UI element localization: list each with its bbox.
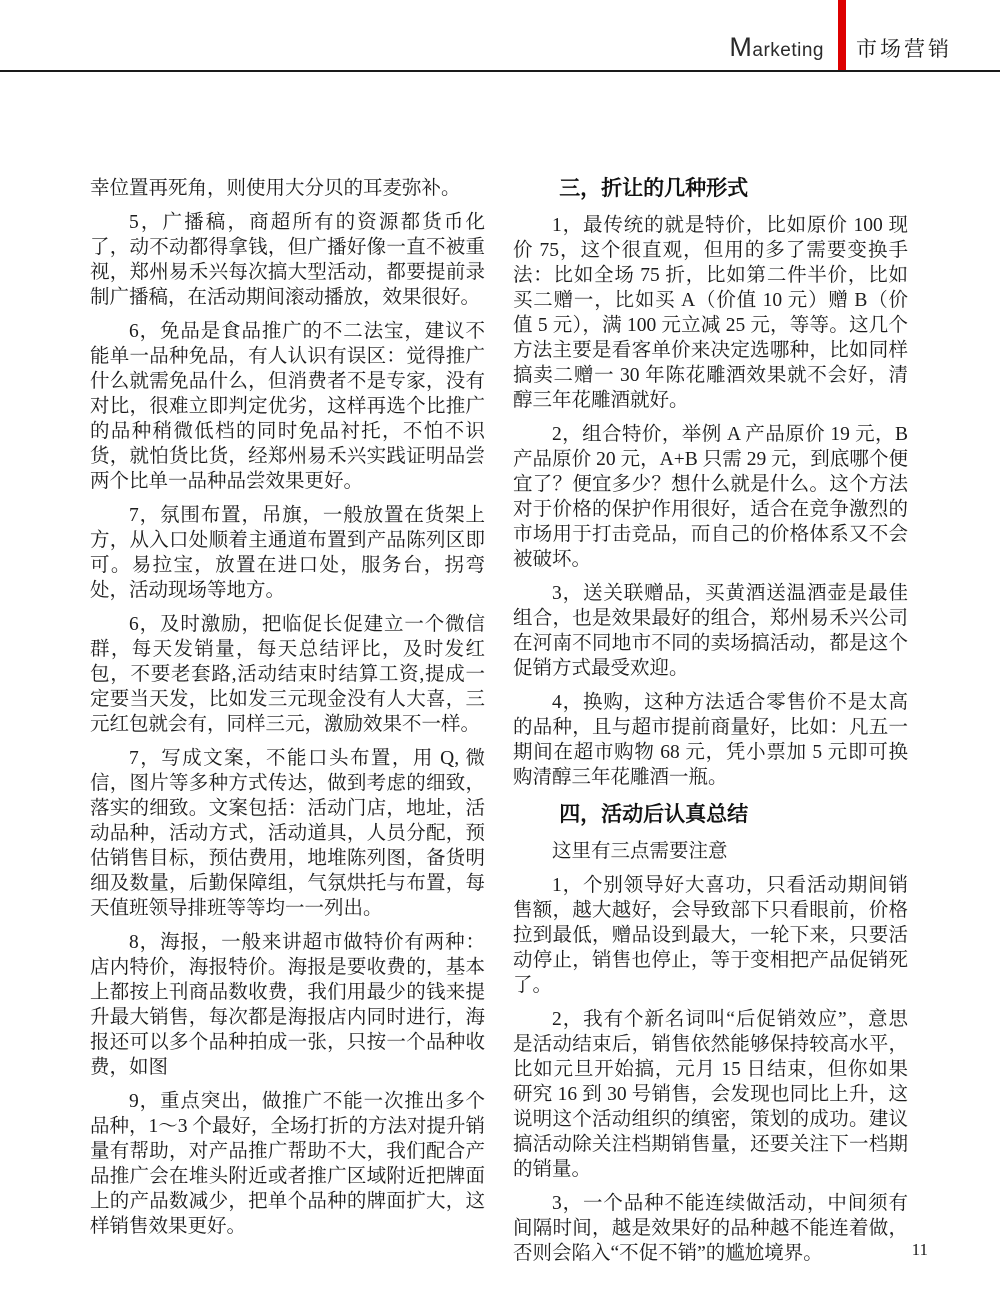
paragraph: 8，海报，一般来讲超市做特价有两种：店内特价，海报特价。海报是要收费的，基本上都按上刊商品数收费，我们用最少的钱来提升最大销售，每次都是海报店内同时进行，海报还可以多个品种拍成一张，只按一个品种收费，如图 bbox=[90, 932, 485, 1078]
header-english-rest: arketing bbox=[752, 40, 824, 61]
article-body bbox=[90, 176, 908, 1275]
header-english-label bbox=[729, 34, 824, 61]
paragraph: 2，组合特价，举例 A 产品原价 19 元，B 产品原价 20 元，A+B 只需 29 元，到底哪个便宜了？便宜多少？想什么就是什么。这个方法对于价格的保护作用很好，适合在竞争激烈的市场用于打击竞品，而自己的价格体系又不会被破坏。 bbox=[513, 424, 908, 570]
left-column bbox=[90, 176, 485, 1275]
paragraph: 7，写成文案，不能口头布置，用 Q, 微信，图片等多种方式传达，做到考虑的细致，落实的细致。文案包括：活动门店，地址，活动品种，活动方式，活动道具，人员分配，预估销售目标，预估费用，地堆陈列图，备货明细及数量，后勤保障组，气氛烘托与布置，每天值班领导排班等等均一一列出。 bbox=[90, 748, 485, 919]
paragraph: 这里有三点需要注意 bbox=[552, 841, 728, 862]
paragraph: 6，免品是食品推广的不二法宝，建议不能单一品种免品，有人认识有误区：觉得推广什么就需免品什么，但消费者不是专家，没有对比，很难立即判定优劣，这样再选个比推广的品种稍微低档的同时免品衬托，不怕不识货，就怕货比货，经郑州易禾兴实践证明品尝两个比单一品种品尝效果更好。 bbox=[90, 321, 485, 492]
paragraph: 5，广播稿，商超所有的资源都货币化了，动不动都得拿钱，但广播好像一直不被重视，郑州易禾兴每次搞大型活动，都要提前录制广播稿，在活动期间滚动播放，效果很好。 bbox=[90, 212, 485, 308]
paragraph: 1，个别领导好大喜功，只看活动期间销售额，越大越好，会导致部下只看眼前，价格拉到最低，赠品设到最大，一轮下来，只要活动停止，销售也停止，等于变相把产品促销死了。 bbox=[513, 875, 908, 996]
paragraph: 幸位置再死角，则使用大分贝的耳麦弥补。 bbox=[90, 178, 461, 199]
paragraph: 3，送关联赠品，买黄酒送温酒壶是最佳组合，也是效果最好的组合，郑州易禾兴公司在河南不同地市不同的卖场搞活动，都是这个促销方式最受欢迎。 bbox=[513, 583, 908, 679]
header-section-label: 市场营销 bbox=[856, 38, 952, 61]
paragraph: 6，及时激励，把临促长促建立一个微信群，每天发销量，每天总结评比，及时发红包，不要老套路,活动结束时结算工资,提成一定要当天发，比如发三元现金没有人大喜，三元红包就会有，同样三元，激励效果不一样。 bbox=[90, 614, 485, 735]
paragraph: 7，氛围布置，吊旗，一般放置在货架上方，从入口处顺着主通道布置到产品陈列区即可。易拉宝，放置在进口处，服务台，拐弯处，活动现场等地方。 bbox=[90, 505, 485, 601]
paragraph: 3，一个品种不能连续做活动，中间须有间隔时间，越是效果好的品种越不能连着做，否则会陷入“不促不销”的尴尬境界。 bbox=[513, 1193, 908, 1264]
header-red-divider bbox=[838, 0, 846, 70]
section-heading-4: 四，活动后认真总结 bbox=[559, 803, 749, 826]
paragraph: 1，最传统的就是特价，比如原价 100 现价 75，这个很直观，但用的多了需要变换手法：比如全场 75 折，比如第二件半价，比如买二赠一，比如买 A（价值 10 元）赠 B（价值 5 元），满 100 元立减 25 元，等等。这几个方法主要是看客单价来决定选哪种，比如同样搞卖二赠一 30 年陈花雕酒效果就不会好，清醇三年花雕酒就好。 bbox=[513, 215, 908, 411]
page-header bbox=[0, 0, 1000, 72]
paragraph: 9，重点突出，做推广不能一次推出多个品种，1～3 个最好，全场打折的方法对提升销量有帮助，对产品推广帮助不大，我们配合产品推广会在堆头附近或者推广区域附近把牌面上的产品数减少，把单个品种的牌面扩大，这样销售效果更好。 bbox=[90, 1091, 485, 1237]
right-column bbox=[513, 176, 908, 1275]
paragraph: 2，我有个新名词叫“后促销效应”，意思是活动结束后，销售依然能够保持较高水平，比如元旦开始搞，元月 15 日结束，但你如果研究 16 到 30 号销售，会发现也同比上升，这说明这个活动组织的缜密，策划的成功。建议搞活动除关注档期销售量，还要关注下一档期的销量。 bbox=[513, 1009, 908, 1180]
section-heading-3: 三，折让的几种形式 bbox=[559, 177, 749, 200]
header-english-initial: M bbox=[729, 32, 753, 62]
page-number: 11 bbox=[911, 1240, 928, 1259]
paragraph: 4，换购，这种方法适合零售价不是太高的品种，且与超市提前商量好，比如：凡五一期间在超市购物 68 元，凭小票加 5 元即可换购清醇三年花雕酒一瓶。 bbox=[513, 692, 908, 788]
